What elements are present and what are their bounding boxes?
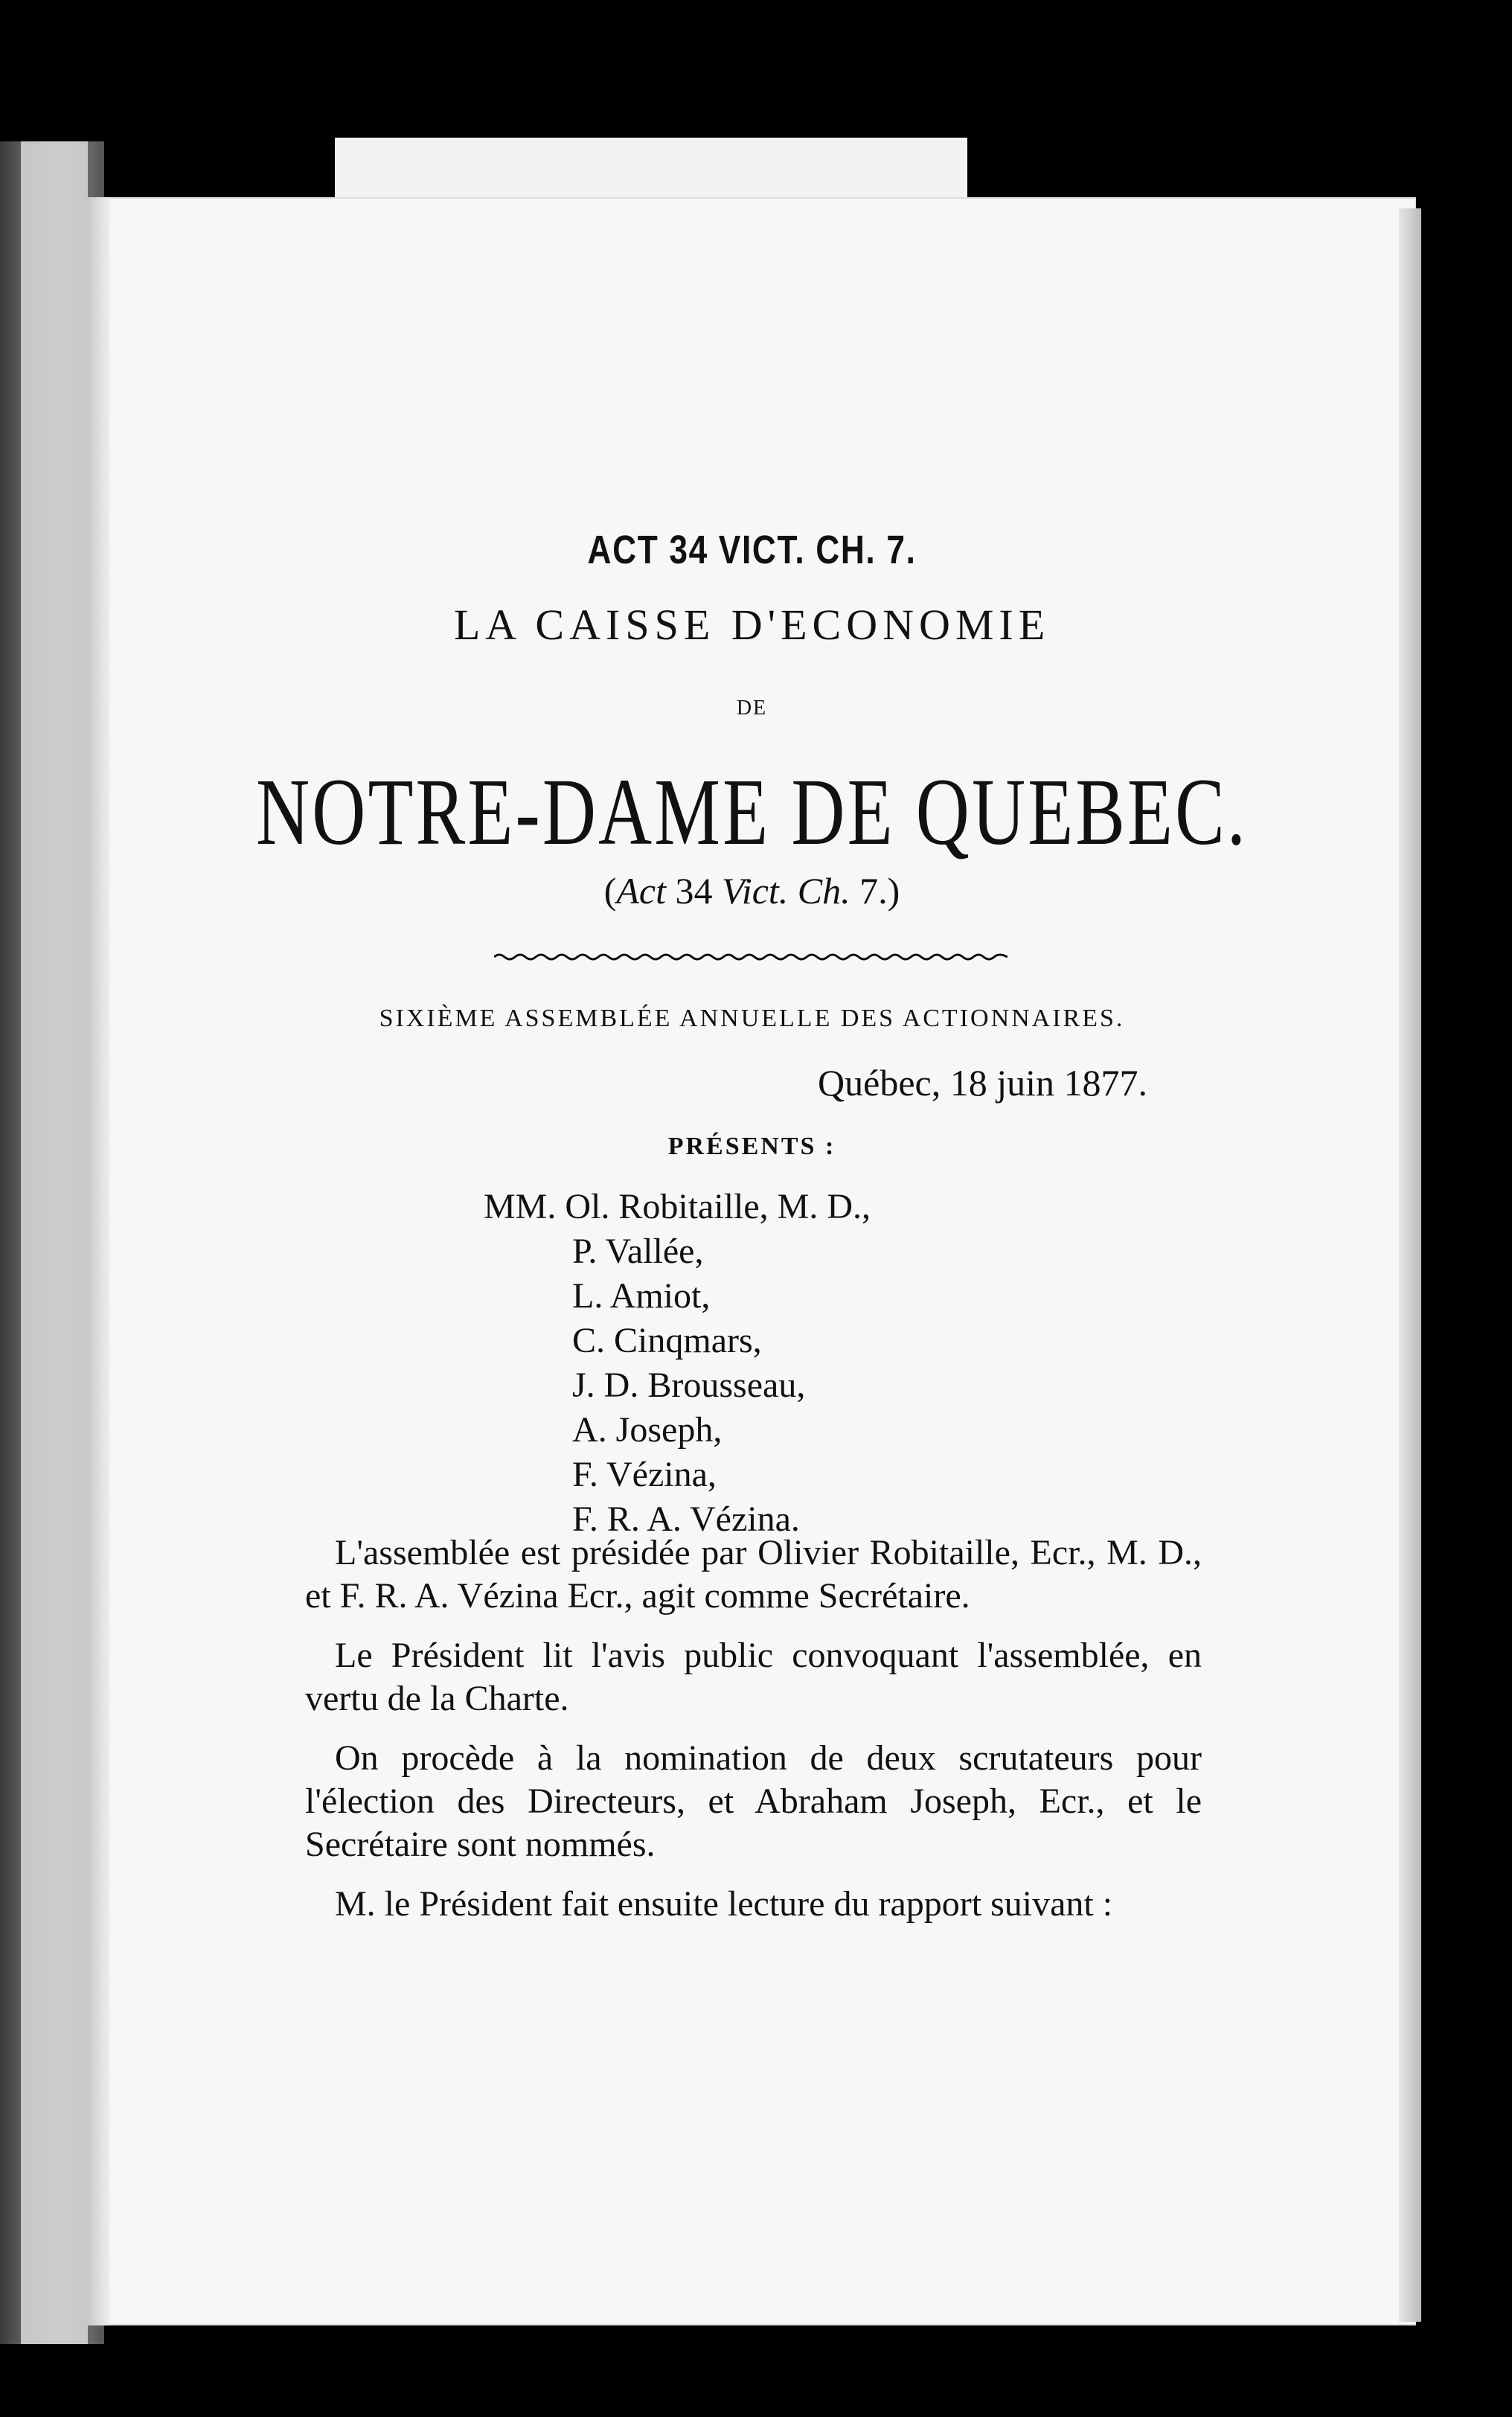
paragraph: On procède à la nomination de deux scrutateurs pour l'élection des Directeurs, et Abraham Joseph, Ecr., et le Secrétaire sont nommés. (305, 1738, 1202, 1864)
institution-title: NOTRE-DAME DE QUEBEC. (256, 759, 1248, 865)
minutes-body (305, 1531, 1202, 1942)
paragraph: M. le Président fait ensuite lecture du rapport suivant : (335, 1884, 1113, 1924)
act-ref-act: Act (616, 870, 666, 912)
act-ref-open: ( (603, 870, 617, 912)
attendee-item: L. Amiot, (572, 1276, 711, 1316)
meeting-title: SIXIÈME ASSEMBLÉE ANNUELLE DES ACTIONNAIRES. (379, 1005, 1125, 1032)
act-ref-close: 7.) (850, 870, 900, 912)
attendee-list (484, 1185, 871, 1542)
attendee-item: P. Vallée, (572, 1232, 704, 1271)
attendee-item: F. R. A. Vézina. (572, 1499, 800, 1539)
act-line: ACT 34 VICT. CH. 7. (587, 528, 917, 572)
institution-de: DE (736, 697, 768, 720)
institution-line-1: LA CAISSE D'ECONOMIE (453, 601, 1051, 649)
presents-label: PRÉSENTS : (667, 1133, 836, 1160)
attendee-item: C. Cinqmars, (572, 1321, 762, 1360)
paragraph: L'assemblée est présidée par Olivier Robitaille, Ecr., M. D., et F. R. A. Vézina Ecr., agit comme Secrétaire. (305, 1533, 1202, 1616)
decorative-wavy-rule (494, 953, 1008, 961)
paragraph: Le Président lit l'avis public convoquant l'assemblée, en vertu de la Charte. (305, 1636, 1202, 1718)
act-ref-vict: Vict. Ch. (721, 870, 850, 912)
book-spine-highlight (21, 141, 88, 2344)
page-gutter (88, 197, 110, 2325)
attendee-item: F. Vézina, (572, 1455, 717, 1494)
attendee-item: J. D. Brousseau, (572, 1366, 806, 1405)
act-ref-num: 34 (665, 870, 722, 912)
attendee-item: A. Joseph, (572, 1410, 723, 1450)
back-page-edge (335, 138, 967, 205)
act-reference (88, 869, 1416, 912)
attendee-item: MM. Ol. Robitaille, M. D., (484, 1187, 871, 1226)
page-right-edge (1399, 208, 1421, 2322)
place-date: Québec, 18 juin 1877. (818, 1062, 1147, 1104)
